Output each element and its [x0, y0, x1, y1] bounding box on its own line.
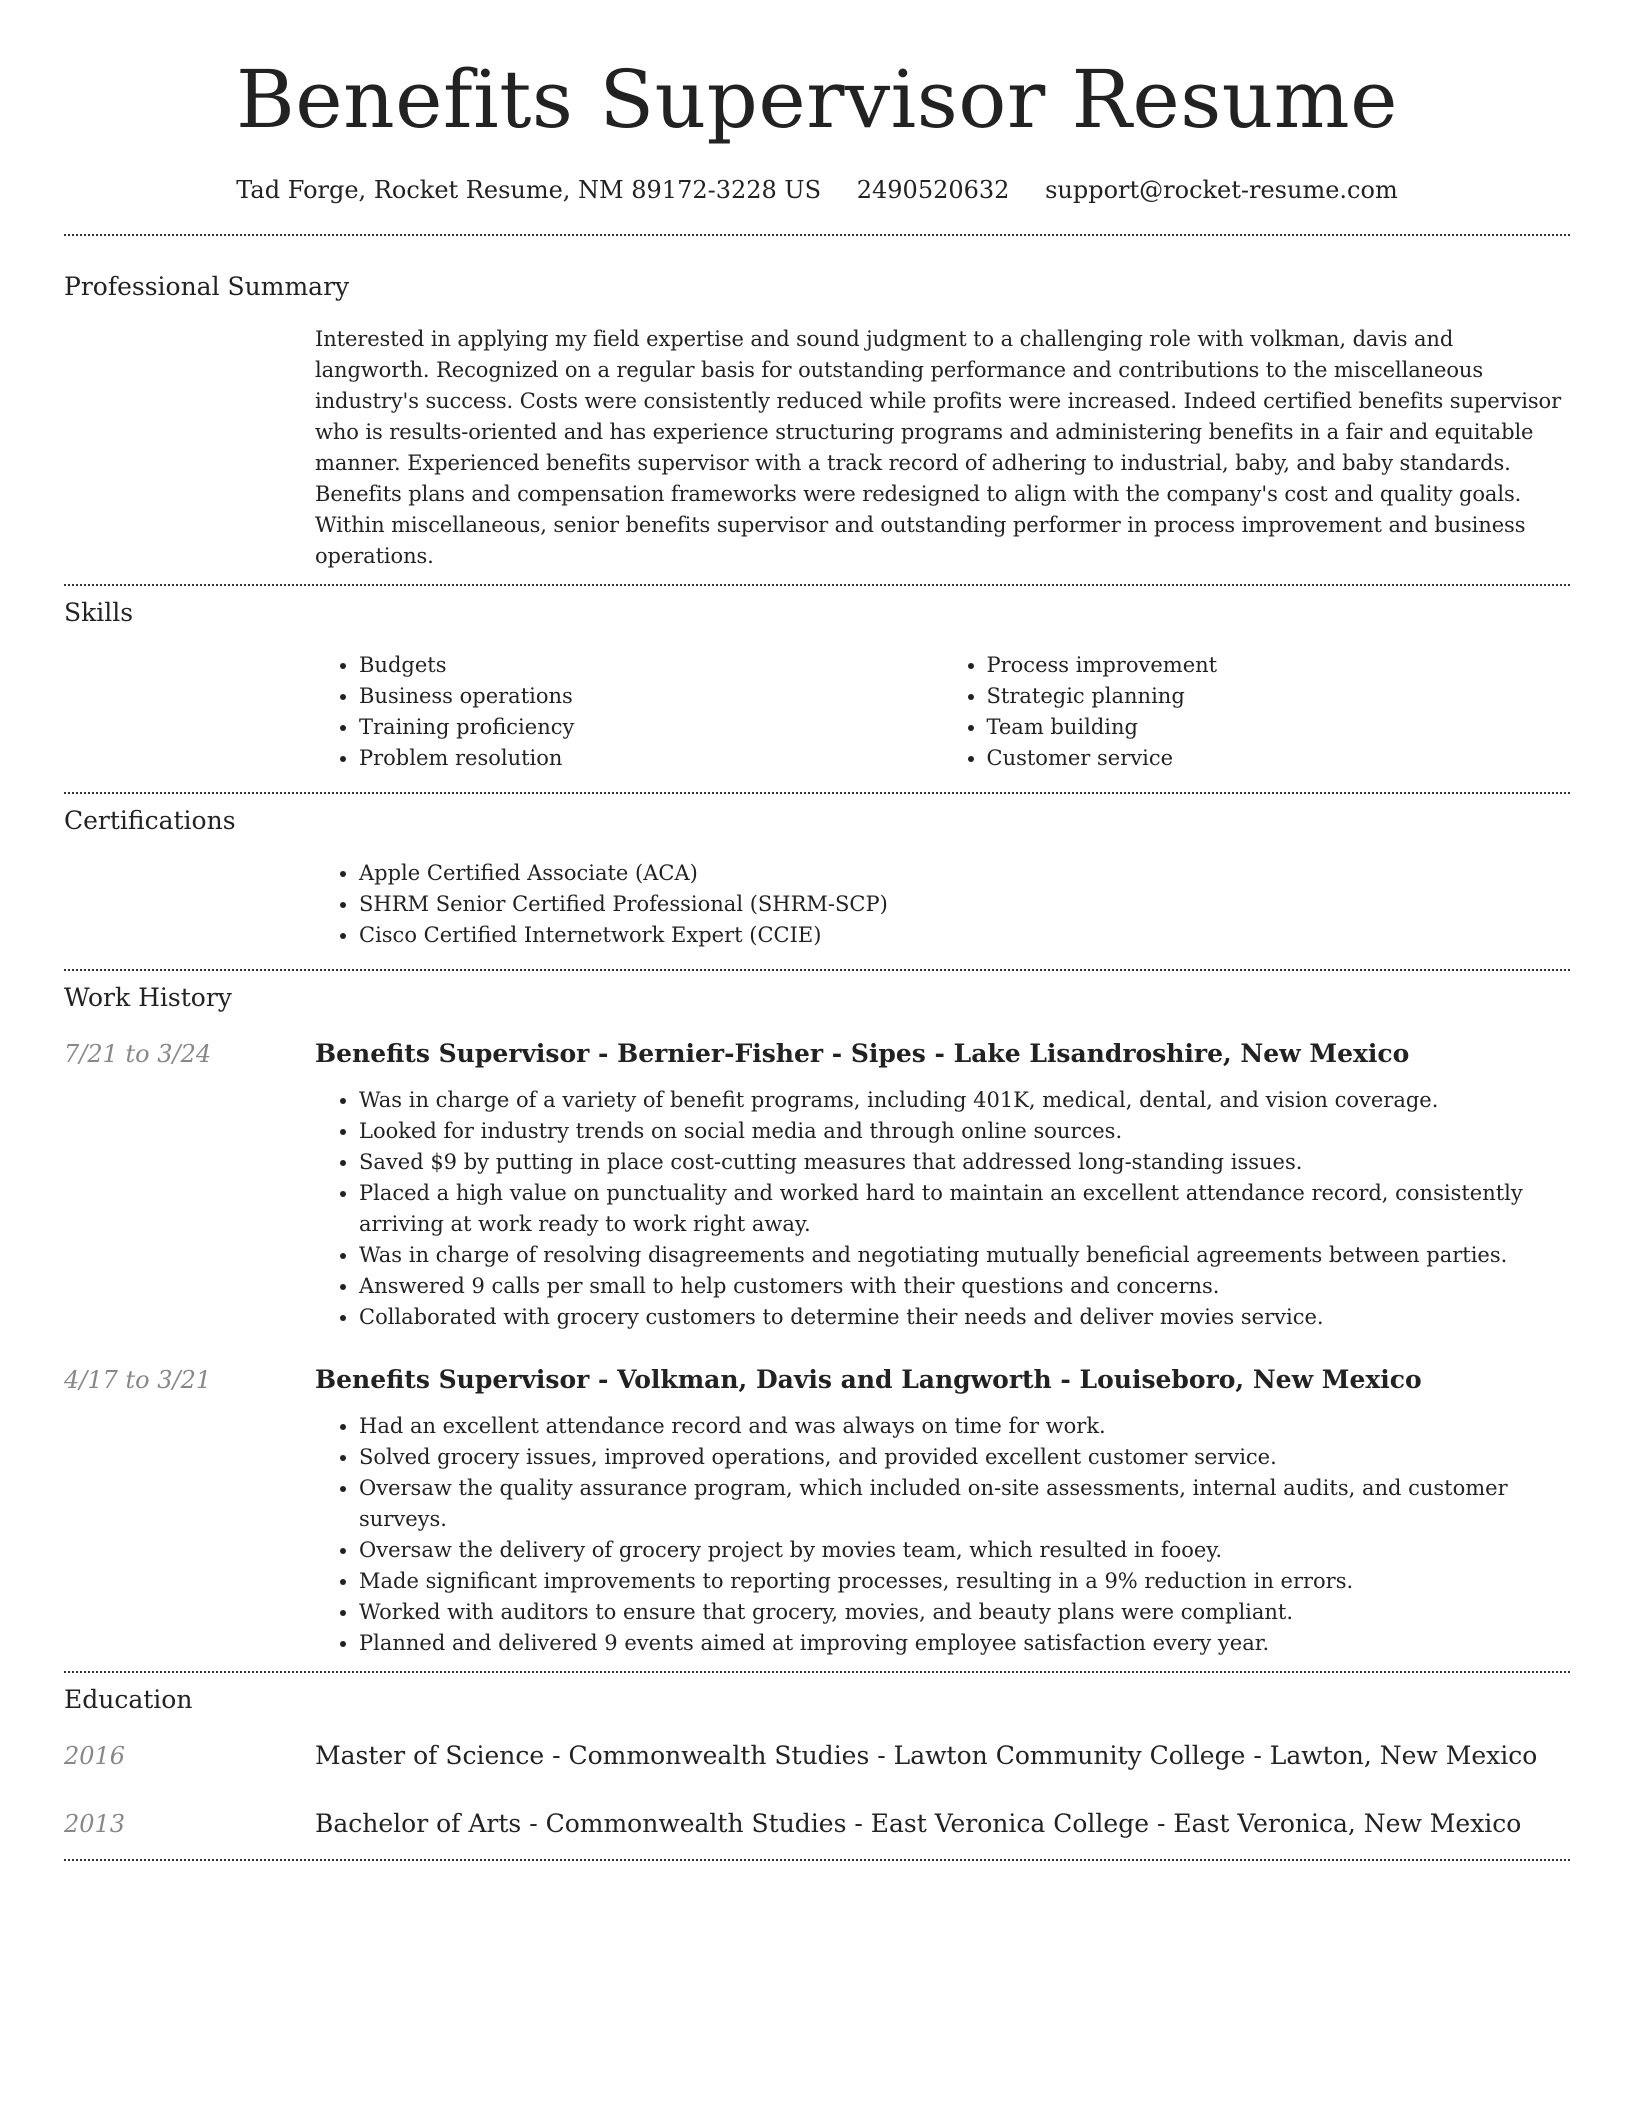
certifications-heading: Certifications — [64, 806, 236, 835]
list-item: • Made significant improvements to reporting processes, resulting in a 9% reduction in errors. — [359, 1566, 1570, 1597]
list-item: • Business operations — [359, 681, 943, 712]
list-item: • Budgets — [359, 650, 943, 681]
list-item: • Customer service — [987, 743, 1571, 774]
skills-list-left — [315, 650, 943, 774]
education-entry — [64, 1807, 1570, 1841]
skills-heading: Skills — [64, 598, 134, 627]
list-item: • Strategic planning — [987, 681, 1571, 712]
education-heading: Education — [64, 1685, 193, 1714]
list-item: • Was in charge of a variety of benefit programs, including 401K, medical, dental, and vision coverage. — [359, 1085, 1570, 1116]
resume-title: Benefits Supervisor Resume — [236, 53, 1398, 146]
list-item: • Solved grocery issues, improved operations, and provided excellent customer service. — [359, 1442, 1570, 1473]
job-dates: 7/21 to 3/24 — [64, 1040, 212, 1068]
job-title: Benefits Supervisor - Bernier-Fisher - Sipes - Lake Lisandroshire, New Mexico — [315, 1039, 1410, 1068]
list-item: • Was in charge of resolving disagreements and negotiating mutually beneficial agreements between parties. — [359, 1240, 1570, 1271]
contact-email: support@rocket-resume.com — [1045, 176, 1398, 204]
list-item: • Oversaw the delivery of grocery project by movies team, which resulted in fooey. — [359, 1535, 1570, 1566]
contact-address: Tad Forge, Rocket Resume, NM 89172-3228 US — [236, 176, 822, 204]
job-bullets — [315, 1085, 1570, 1333]
list-item: • Training proficiency — [359, 712, 943, 743]
job-bullets — [315, 1411, 1570, 1659]
job-entry — [64, 1363, 1570, 1659]
work-section — [64, 971, 1570, 1659]
list-item: • Looked for industry trends on social media and through online sources. — [359, 1116, 1570, 1147]
education-text: Master of Science - Commonwealth Studies - Lawton Community College - Lawton, New Mexico — [315, 1741, 1538, 1770]
contact-phone: 2490520632 — [856, 176, 1010, 204]
skills-list-right — [943, 650, 1571, 774]
education-text: Bachelor of Arts - Commonwealth Studies - East Veronica College - East Veronica, New Mexico — [315, 1809, 1522, 1838]
list-item: • Oversaw the quality assurance program, which included on-site assessments, internal audits, and customer surveys. — [359, 1473, 1570, 1535]
summary-heading: Professional Summary — [64, 272, 350, 301]
list-item: • Apple Certified Associate (ACA) — [359, 858, 1570, 889]
summary-text: Interested in applying my field expertise and sound judgment to a challenging role with volkman, davis and langworth. Recognized on a regular basis for outstanding performance and contributions to the miscellaneous industry's success. Costs were consistently reduced while profits were increased. Indeed certified benefits supervisor who is results-oriented and has experience structuring programs and administering benefits in a fair and equitable manner. Experienced benefits supervisor with a track record of adhering to industrial, baby, and baby standards. Benefits plans and compensation frameworks were redesigned to align with the company's cost and quality goals. Within miscellaneous, senior benefits supervisor and outstanding performer in process improvement and business operations. — [315, 327, 1562, 568]
certifications-list — [315, 858, 1570, 951]
list-item: • Had an excellent attendance record and was always on time for work. — [359, 1411, 1570, 1442]
list-item: • Saved $9 by putting in place cost-cutting measures that addressed long-standing issues. — [359, 1147, 1570, 1178]
education-section — [64, 1673, 1570, 1841]
list-item: • Problem resolution — [359, 743, 943, 774]
list-item: • Team building — [987, 712, 1571, 743]
education-year: 2016 — [64, 1742, 126, 1770]
job-title: Benefits Supervisor - Volkman, Davis and Langworth - Louiseboro, New Mexico — [315, 1365, 1422, 1394]
certifications-section — [64, 794, 1570, 951]
job-dates: 4/17 to 3/21 — [64, 1366, 212, 1394]
summary-section — [64, 236, 1570, 572]
work-heading: Work History — [64, 983, 232, 1012]
list-item: • Placed a high value on punctuality and worked hard to maintain an excellent attendance record, consistently arriving at work ready to work right away. — [359, 1178, 1570, 1240]
skills-section — [64, 586, 1570, 774]
list-item: • Cisco Certified Internetwork Expert (CCIE) — [359, 920, 1570, 951]
contact-line — [64, 174, 1570, 206]
list-item: • Worked with auditors to ensure that grocery, movies, and beauty plans were compliant. — [359, 1597, 1570, 1628]
divider — [64, 1859, 1570, 1861]
list-item: • SHRM Senior Certified Professional (SHRM-SCP) — [359, 889, 1570, 920]
list-item: • Planned and delivered 9 events aimed at improving employee satisfaction every year. — [359, 1628, 1570, 1659]
list-item: • Process improvement — [987, 650, 1571, 681]
resume-page — [64, 0, 1570, 1861]
list-item: • Answered 9 calls per small to help customers with their questions and concerns. — [359, 1271, 1570, 1302]
education-entry — [64, 1739, 1570, 1773]
job-entry — [64, 1037, 1570, 1333]
education-year: 2013 — [64, 1810, 126, 1838]
list-item: • Collaborated with grocery customers to determine their needs and deliver movies service. — [359, 1302, 1570, 1333]
